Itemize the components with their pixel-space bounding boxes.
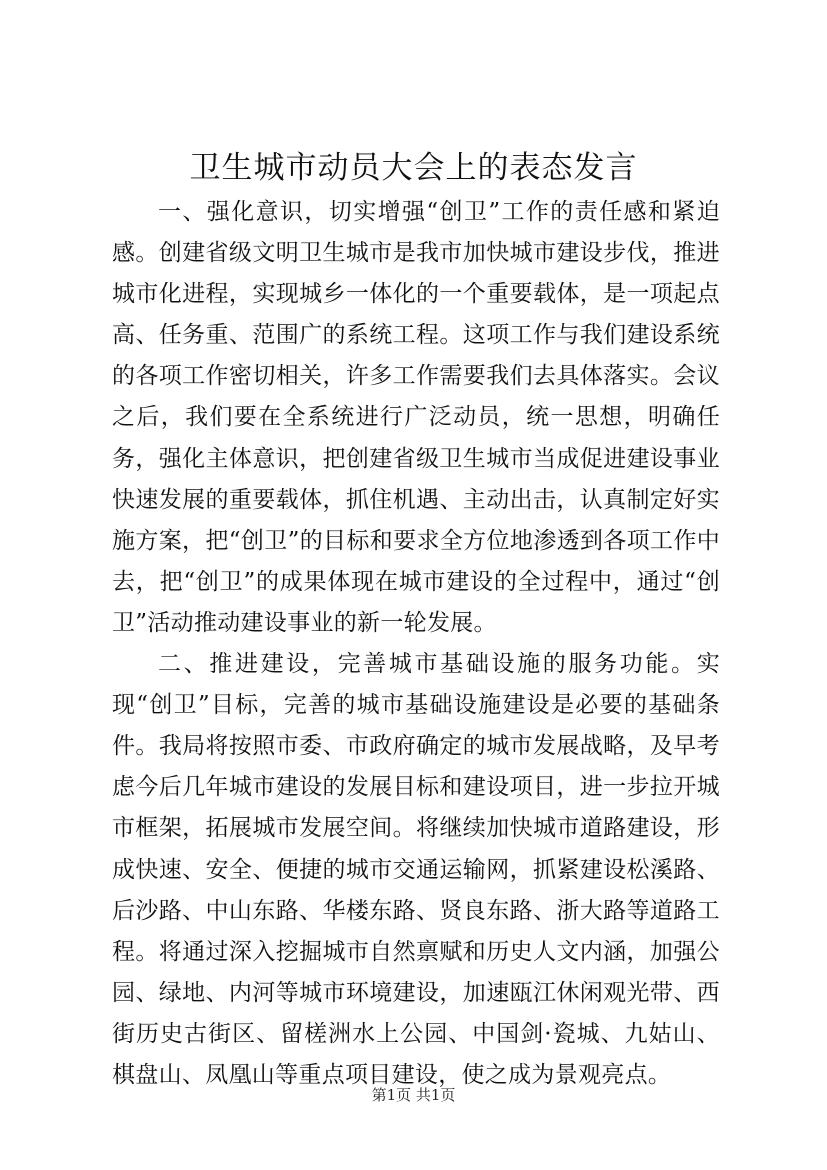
paragraph-2: 二、推进建设，完善城市基础设施的服务功能。实现“创卫”目标，完善的城市基础设施建设是必要的基础条件。我局将按照市委、市政府确定的城市发展战略，及早考虑今后几年城市建设的发展目标和建设项目，进一步拉开城市框架，拓展城市发展空间。将继续加快城市道路建设，形成快速、安全、便捷的城市交通运输网，抓紧建设松溪路、后沙路、中山东路、华楼东路、贤良东路、浙大路等道路工程。将通过深入挖掘城市自然禀赋和历史人文内涵，加强公园、绿地、内河等城市环境建设，加速瓯江休闲观光带、西街历史古街区、留槎洲水上公园、中国剑·瓷城、九姑山、棋盘山、凤凰山等重点项目建设，使之成为景观亮点。 [112, 651, 720, 1088]
document-body [112, 192, 720, 1096]
page-footer: 第1页 共1页 [371, 1086, 456, 1104]
document-title: 卫生城市动员大会上的表态发言 [189, 150, 638, 186]
paragraph-1: 一、强化意识，切实增强“创卫”工作的责任感和紧迫感。创建省级文明卫生城市是我市加快城市建设步伐，推进城市化进程，实现城乡一体化的一个重要载体，是一项起点高、任务重、范围广的系统工程。这项工作与我们建设系统的各项工作密切相关，许多工作需要我们去具体落实。会议之后，我们要在全系统进行广泛动员，统一思想，明确任务，强化主体意识，把创建省级卫生城市当成促进建设事业快速发展的重要载体，抓住机遇、主动出击，认真制定好实施方案，把“创卫”的目标和要求全方位地渗透到各项工作中去，把“创卫”的成果体现在城市建设的全过程中，通过“创卫”活动推动建设事业的新一轮发展。 [112, 199, 720, 636]
